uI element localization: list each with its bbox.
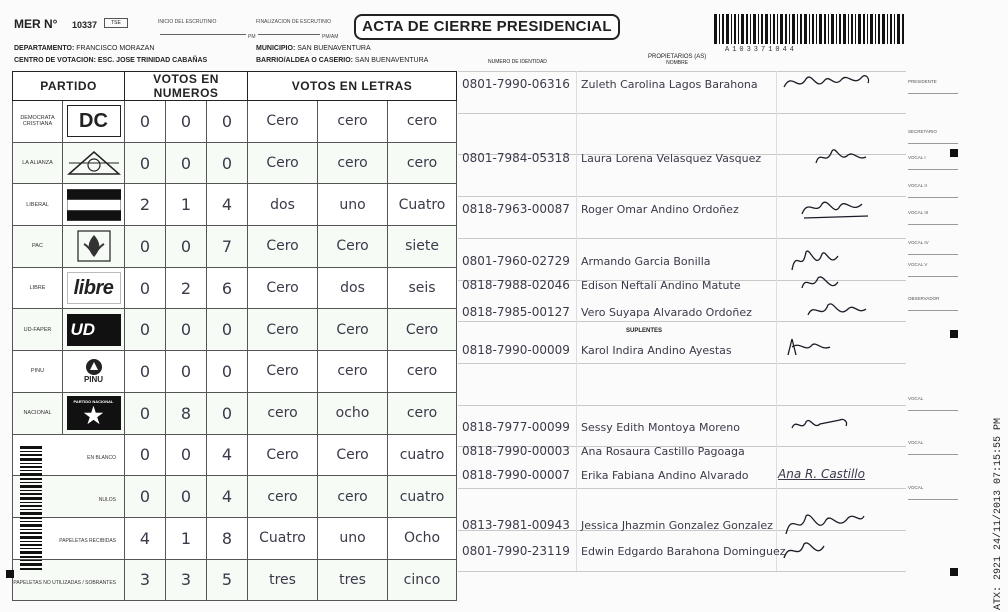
member-signature bbox=[784, 412, 874, 440]
header-votes-letters: VOTOS EN LETRAS bbox=[248, 72, 457, 101]
side-role-label: VOCAL bbox=[908, 485, 924, 490]
member-signature bbox=[792, 297, 882, 325]
tse-logo: TSE bbox=[104, 18, 128, 28]
member-signature bbox=[776, 510, 866, 538]
top-barcode-text: A103371044 bbox=[725, 46, 798, 54]
pm-am-label: PM/AM bbox=[322, 34, 339, 40]
votes-tens: 2 bbox=[166, 267, 207, 309]
ruling-line bbox=[458, 363, 906, 364]
votes-tens: 8 bbox=[166, 392, 207, 434]
top-barcode bbox=[714, 14, 904, 48]
votes-units: 0 bbox=[207, 392, 248, 434]
summary-label: NULOS bbox=[98, 496, 117, 503]
neighborhood-value: SAN BUENAVENTURA bbox=[354, 57, 429, 64]
ruling-line bbox=[458, 405, 906, 406]
letters-units: cinco bbox=[388, 559, 457, 601]
table-row bbox=[13, 351, 457, 393]
letters-units: cero bbox=[388, 392, 457, 434]
voting-center-value: ESC. JOSE TRINIDAD CABAÑAS bbox=[97, 57, 208, 64]
member-name: Zuleth Carolina Lagos Barahona bbox=[581, 78, 758, 91]
votes-hundreds: 0 bbox=[125, 476, 166, 518]
member-name: Vero Suyapa Alvarado Ordoñez bbox=[581, 306, 752, 319]
neighborhood-info bbox=[256, 57, 428, 64]
votes-table bbox=[12, 71, 457, 601]
votes-units: 0 bbox=[207, 351, 248, 393]
member-id-number: 0801-7984-05318 bbox=[462, 151, 570, 165]
voting-center-label: CENTRO DE VOTACION: bbox=[14, 57, 96, 64]
side-role-line bbox=[908, 454, 958, 455]
member-name: Armando Garcia Bonilla bbox=[581, 255, 711, 268]
table-row bbox=[13, 392, 457, 434]
votes-units: 4 bbox=[207, 476, 248, 518]
name-label: NOMBRE bbox=[666, 60, 689, 66]
member-name: Laura Lorena Velasquez Vasquez bbox=[581, 152, 762, 165]
letters-hundreds: dos bbox=[248, 184, 318, 226]
table-row bbox=[13, 476, 457, 518]
ruling-line bbox=[458, 571, 906, 572]
table-row bbox=[13, 101, 457, 143]
party-logo-cell bbox=[63, 309, 125, 351]
letters-units: seis bbox=[388, 267, 457, 309]
votes-hundreds: 0 bbox=[125, 226, 166, 268]
inicio-line bbox=[160, 34, 246, 35]
table-header-row bbox=[13, 72, 457, 101]
letters-units: cero bbox=[388, 142, 457, 184]
registration-mark bbox=[950, 330, 958, 338]
side-role-label: VOCAL III bbox=[908, 210, 929, 215]
votes-units: 0 bbox=[207, 101, 248, 143]
votes-units: 0 bbox=[207, 142, 248, 184]
letters-tens: Cero bbox=[318, 309, 388, 351]
timestamp-stamp bbox=[988, 320, 1006, 610]
summary-label: PAPELETAS RECIBIDAS bbox=[59, 538, 117, 545]
letters-tens: uno bbox=[318, 184, 388, 226]
letters-hundreds: Cero bbox=[248, 226, 318, 268]
side-role-line bbox=[908, 224, 958, 225]
votes-hundreds: 0 bbox=[125, 351, 166, 393]
table-row bbox=[13, 184, 457, 226]
mer-label: MER N° bbox=[14, 17, 58, 31]
letters-tens: ocho bbox=[318, 392, 388, 434]
party-name: PAC bbox=[13, 226, 63, 268]
votes-tens: 0 bbox=[166, 476, 207, 518]
side-role-line bbox=[908, 169, 958, 170]
municipality-info bbox=[256, 45, 371, 52]
party-name: UD-FAPER bbox=[13, 309, 63, 351]
votes-hundreds: 3 bbox=[125, 559, 166, 601]
letters-tens: cero bbox=[318, 351, 388, 393]
inicio-label: INICIO DEL ESCRUTINIO bbox=[158, 19, 217, 25]
mer-number: 10337 bbox=[72, 20, 98, 30]
table-row bbox=[13, 559, 457, 601]
header-party: PARTIDO bbox=[13, 72, 125, 101]
member-id-number: 0813-7981-00943 bbox=[462, 518, 570, 532]
nacional-logo-text: PARTIDO NACIONAL bbox=[73, 399, 114, 405]
nacional-logo: PARTIDO NACIONAL ★ bbox=[67, 396, 121, 430]
votes-units: 4 bbox=[207, 434, 248, 476]
member-id-number: 0818-7985-00127 bbox=[462, 305, 570, 319]
votes-units: 5 bbox=[207, 559, 248, 601]
party-name: PINU bbox=[13, 351, 63, 393]
letters-units: Cuatro bbox=[388, 184, 457, 226]
side-role-line bbox=[908, 410, 958, 411]
neighborhood-label: BARRIO/ALDEA O CASERIO: bbox=[256, 57, 353, 64]
member-name: Roger Omar Andino Ordoñez bbox=[581, 203, 739, 216]
member-signature bbox=[782, 335, 872, 363]
letters-hundreds: Cero bbox=[248, 267, 318, 309]
column-divider bbox=[576, 71, 577, 571]
letters-tens: uno bbox=[318, 517, 388, 559]
table-row bbox=[13, 434, 457, 476]
votes-units: 8 bbox=[207, 517, 248, 559]
letters-hundreds: Cero bbox=[248, 351, 318, 393]
department-label: DEPARTAMENTO: bbox=[14, 45, 75, 52]
header-votes-numbers: VOTOS EN NUMEROS bbox=[125, 72, 248, 101]
party-logo-cell bbox=[63, 351, 125, 393]
side-role-label: VOCAL I bbox=[908, 155, 926, 160]
votes-hundreds: 2 bbox=[125, 184, 166, 226]
document-title: ACTA DE CIERRE PRESIDENCIAL bbox=[354, 14, 620, 40]
table-row bbox=[13, 267, 457, 309]
timestamp-text: ATX: 2921 24/11/2013 07:15:55 PM bbox=[993, 417, 1004, 610]
pac-logo bbox=[67, 230, 121, 262]
side-role-line bbox=[908, 143, 958, 144]
member-id-number: 0818-7990-00009 bbox=[462, 343, 570, 357]
table-row bbox=[13, 142, 457, 184]
member-id-number: 0818-7990-00003 bbox=[462, 444, 570, 458]
letters-units: siete bbox=[388, 226, 457, 268]
municipality-label: MUNICIPIO: bbox=[256, 45, 296, 52]
id-column-label: NUMERO DE IDENTIDAD bbox=[488, 59, 547, 65]
letters-tens: tres bbox=[318, 559, 388, 601]
department-info bbox=[14, 45, 154, 52]
side-role-label: VOCAL V bbox=[908, 262, 928, 267]
member-signature bbox=[782, 69, 872, 97]
member-name: Ana Rosaura Castillo Pagoaga bbox=[581, 445, 745, 458]
letters-hundreds: tres bbox=[248, 559, 318, 601]
ud-logo-text: UD bbox=[67, 314, 121, 346]
libre-logo-text: libre bbox=[67, 272, 121, 304]
summary-label: EN BLANCO bbox=[87, 454, 117, 461]
ruling-line bbox=[458, 488, 906, 489]
pm-label: PM bbox=[248, 34, 256, 40]
letters-tens: cero bbox=[318, 101, 388, 143]
side-role-line bbox=[908, 254, 958, 255]
voting-center-info bbox=[14, 57, 207, 64]
side-role-label: VOCAL II bbox=[908, 183, 927, 188]
votes-tens: 1 bbox=[166, 517, 207, 559]
party-logo-cell bbox=[63, 226, 125, 268]
table-row bbox=[13, 517, 457, 559]
party-name: DEMOCRATA CRISTIANA bbox=[13, 101, 63, 143]
votes-tens: 0 bbox=[166, 309, 207, 351]
letters-tens: Cero bbox=[318, 226, 388, 268]
votes-units: 7 bbox=[207, 226, 248, 268]
letters-units: Cero bbox=[388, 309, 457, 351]
member-signature bbox=[790, 194, 880, 222]
ruling-line bbox=[458, 113, 906, 114]
letters-hundreds: Cero bbox=[248, 142, 318, 184]
municipality-value: SAN BUENAVENTURA bbox=[297, 45, 371, 52]
votes-hundreds: 0 bbox=[125, 101, 166, 143]
votes-units: 6 bbox=[207, 267, 248, 309]
votes-hundreds: 0 bbox=[125, 309, 166, 351]
table-row bbox=[13, 226, 457, 268]
member-signature bbox=[776, 536, 866, 564]
dc-logo-text: DC bbox=[67, 105, 121, 137]
letters-tens: cero bbox=[318, 142, 388, 184]
votes-hundreds: 0 bbox=[125, 267, 166, 309]
votes-tens: 0 bbox=[166, 351, 207, 393]
letters-hundreds: cero bbox=[248, 476, 318, 518]
party-name: LA ALIANZA bbox=[13, 142, 63, 184]
member-id-number: 0818-7977-00099 bbox=[462, 420, 570, 434]
party-logo-cell bbox=[63, 392, 125, 434]
votes-units: 0 bbox=[207, 309, 248, 351]
owners-label-text: PROPIETARIOS (AS) bbox=[648, 54, 707, 60]
letters-hundreds: Cuatro bbox=[248, 517, 318, 559]
side-role-label: PRESIDENTE bbox=[908, 79, 937, 84]
side-role-line bbox=[908, 276, 958, 277]
member-signature bbox=[790, 270, 880, 298]
alianza-logo bbox=[67, 147, 121, 179]
department-value: FRANCISCO MORAZAN bbox=[76, 45, 155, 52]
fin-line bbox=[258, 34, 320, 35]
letters-hundreds: Cero bbox=[248, 434, 318, 476]
party-name: NACIONAL bbox=[13, 392, 63, 434]
member-id-number: 0801-7960-02729 bbox=[462, 254, 570, 268]
letters-units: Ocho bbox=[388, 517, 457, 559]
fin-label: FINALIZACION DE ESCRUTINIO bbox=[256, 19, 332, 25]
letters-units: cuatro bbox=[388, 476, 457, 518]
votes-hundreds: 4 bbox=[125, 517, 166, 559]
member-name: Edwin Edgardo Barahona Dominguez bbox=[581, 545, 786, 558]
side-role-line bbox=[908, 197, 958, 198]
pinu-logo bbox=[67, 355, 121, 387]
party-logo-cell bbox=[63, 267, 125, 309]
side-role-line bbox=[908, 93, 958, 94]
member-id-number: 0818-7963-00087 bbox=[462, 202, 570, 216]
party-name: LIBERAL bbox=[13, 184, 63, 226]
registration-mark bbox=[6, 570, 14, 578]
summary-label: PAPELETAS NO UTILIZADAS / SOBRANTES bbox=[13, 579, 117, 586]
votes-tens: 0 bbox=[166, 101, 207, 143]
registration-mark bbox=[950, 568, 958, 576]
letters-hundreds: Cero bbox=[248, 101, 318, 143]
letters-units: cuatro bbox=[388, 434, 457, 476]
alternates-label: SUPLENTES bbox=[626, 328, 663, 334]
member-signature-text: Ana R. Castillo bbox=[778, 467, 865, 481]
letters-units: cero bbox=[388, 101, 457, 143]
votes-tens: 0 bbox=[166, 226, 207, 268]
votes-units: 4 bbox=[207, 184, 248, 226]
registration-mark bbox=[950, 149, 958, 157]
votes-hundreds: 0 bbox=[125, 434, 166, 476]
member-id-number: 0801-7990-23119 bbox=[462, 544, 570, 558]
party-logo-cell bbox=[63, 142, 125, 184]
liberal-flag-logo bbox=[67, 189, 121, 221]
member-name: Edison Neftali Andino Matute bbox=[581, 279, 741, 292]
letters-tens: cero bbox=[318, 476, 388, 518]
member-id-number: 0818-7990-00007 bbox=[462, 468, 570, 482]
votes-tens: 3 bbox=[166, 559, 207, 601]
left-barcode bbox=[20, 446, 44, 570]
letters-hundreds: cero bbox=[248, 392, 318, 434]
side-role-label: OBSERVADOR bbox=[908, 296, 940, 301]
votes-hundreds: 0 bbox=[125, 142, 166, 184]
letters-hundreds: Cero bbox=[248, 309, 318, 351]
letters-tens: Cero bbox=[318, 434, 388, 476]
votes-hundreds: 0 bbox=[125, 392, 166, 434]
side-role-label: VOCAL bbox=[908, 396, 924, 401]
pinu-logo-text: PINU bbox=[83, 375, 104, 385]
side-role-line bbox=[908, 310, 958, 311]
column-divider bbox=[776, 71, 777, 571]
table-row bbox=[13, 309, 457, 351]
letters-units: cero bbox=[388, 351, 457, 393]
side-role-label: VOCAL bbox=[908, 440, 924, 445]
ruling-line bbox=[458, 238, 906, 239]
party-name: LIBRE bbox=[13, 267, 63, 309]
owners-label bbox=[648, 54, 706, 66]
party-logo-cell bbox=[63, 101, 125, 143]
member-name: Erika Fabiana Andino Alvarado bbox=[581, 469, 749, 482]
side-role-line bbox=[908, 499, 958, 500]
member-signature bbox=[796, 143, 886, 171]
votes-tens: 0 bbox=[166, 142, 207, 184]
side-role-label: VOCAL IV bbox=[908, 240, 929, 245]
party-logo-cell bbox=[63, 184, 125, 226]
member-name: Sessy Edith Montoya Moreno bbox=[581, 421, 740, 434]
member-id-number: 0801-7990-06316 bbox=[462, 77, 570, 91]
side-role-label: SECRETARIO bbox=[908, 129, 937, 134]
member-name: Karol Indira Andino Ayestas bbox=[581, 344, 732, 357]
votes-tens: 1 bbox=[166, 184, 207, 226]
member-name: Jessica Jhazmin Gonzalez Gonzalez bbox=[581, 519, 773, 532]
votes-tens: 0 bbox=[166, 434, 207, 476]
member-id-number: 0818-7988-02046 bbox=[462, 278, 570, 292]
letters-tens: dos bbox=[318, 267, 388, 309]
